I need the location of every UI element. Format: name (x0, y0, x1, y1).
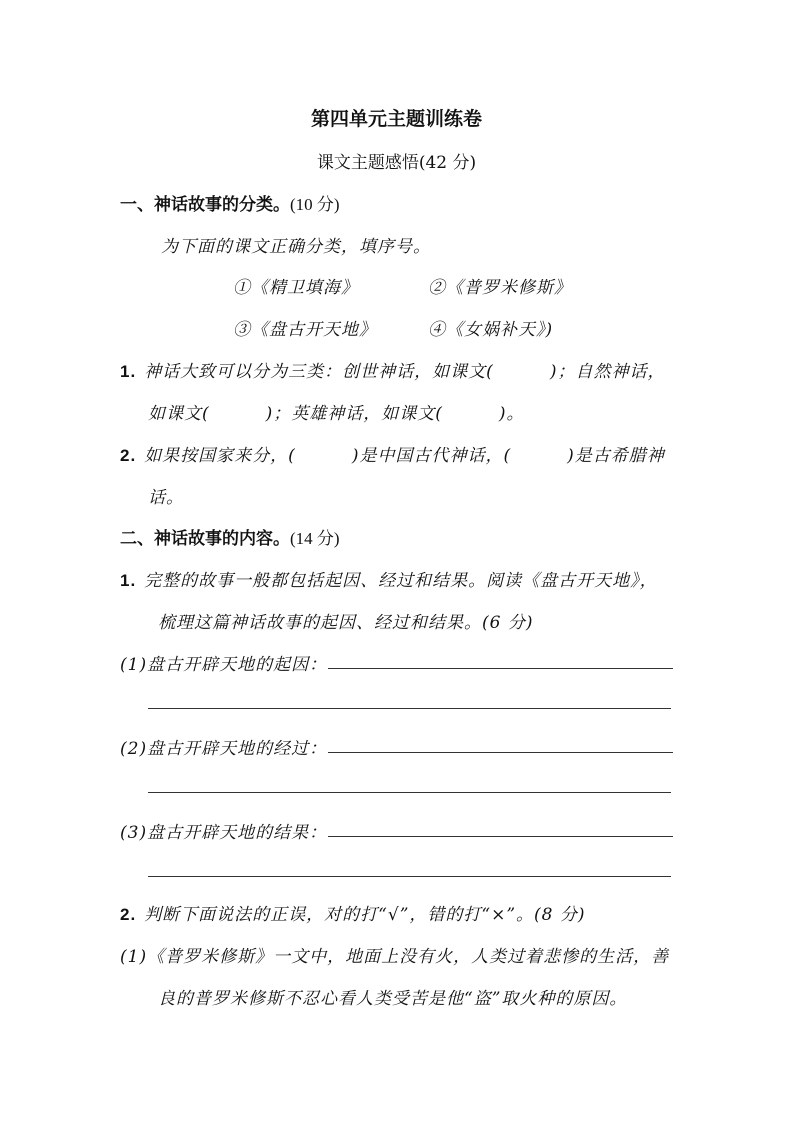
section1-points: (10 分) (290, 195, 340, 214)
section2-heading (120, 524, 340, 549)
s1-q1-number: 1. (120, 362, 137, 381)
s1-q1-text-d: )；英雄神话，如课文( (265, 404, 443, 424)
section1-instruction: 为下面的课文正确分类，填序号。 (161, 237, 431, 257)
s1-q1-text-b: )；自然神话， (549, 362, 666, 382)
s1-q1-line1 (120, 357, 665, 382)
answer-line-process-1[interactable] (328, 752, 673, 753)
s1-q2-text-b: )是中国古代神话，( (351, 446, 512, 466)
s1-q1-text-e: )。 (498, 404, 525, 424)
answer-line-process-2[interactable] (148, 792, 671, 793)
s2-q1-number: 1. (120, 571, 137, 590)
option-4: ④《女娲补天》) (428, 320, 554, 340)
s1-q2-number: 2. (120, 446, 137, 465)
section2-heading-text: 二、神话故事的内容。 (120, 529, 290, 549)
s1-q2-text-a: 如果按国家来分，( (144, 446, 296, 466)
option-3: ③《盘古开天地》 (233, 320, 377, 340)
s2-q1-sub1: (1)盘古开辟天地的起因： (120, 655, 328, 675)
s2-q2-sub1-line2: 良的普罗米修斯不忍心看人类受苦是他“盗”取火种的原因。 (158, 989, 628, 1009)
option-1: ①《精卫填海》 (233, 278, 359, 298)
s2-q1-text-a: 完整的故事一般都包括起因、经过和结果。阅读《盘古开天地》， (144, 571, 658, 591)
s1-q1-text-c: 如课文( (148, 404, 210, 424)
s1-q2-text-c: )是古希腊神 (567, 446, 665, 466)
s1-q1-text-a: 神话大致可以分为三类：创世神话，如课文( (144, 362, 494, 382)
answer-line-result-2[interactable] (148, 876, 671, 877)
s2-q2-sub1-line1: (1)《普罗米修斯》一文中，地面上没有火，人类过着悲惨的生活，善 (120, 947, 670, 967)
section1-heading-text: 一、神话故事的分类。 (120, 195, 290, 215)
section1-heading (120, 190, 340, 215)
s2-q2-line1 (120, 900, 586, 925)
s2-q1-line1 (120, 566, 658, 591)
option-2: ②《普罗米修斯》 (428, 278, 572, 298)
s2-q1-line2: 梳理这篇神话故事的起因、经过和结果。(6 分) (158, 613, 534, 633)
answer-line-cause-1[interactable] (328, 668, 673, 669)
s2-q2-text: 判断下面说法的正误，对的打“√”，错的打“×”。(8 分) (144, 905, 586, 925)
page-title: 第四单元主题训练卷 (310, 108, 482, 130)
section2-points: (14 分) (290, 529, 340, 548)
s2-q1-sub3: (3)盘古开辟天地的结果： (120, 823, 328, 843)
answer-line-cause-2[interactable] (148, 708, 671, 709)
s2-q2-number: 2. (120, 905, 137, 924)
answer-line-result-1[interactable] (328, 836, 673, 837)
s2-q1-sub2: (2)盘古开辟天地的经过： (120, 739, 328, 759)
s1-q2-line2: 话。 (148, 488, 184, 508)
page-subtitle: 课文主题感悟(42 分) (316, 153, 477, 173)
s1-q1-line2 (148, 399, 525, 424)
s1-q2-line1 (120, 441, 665, 466)
